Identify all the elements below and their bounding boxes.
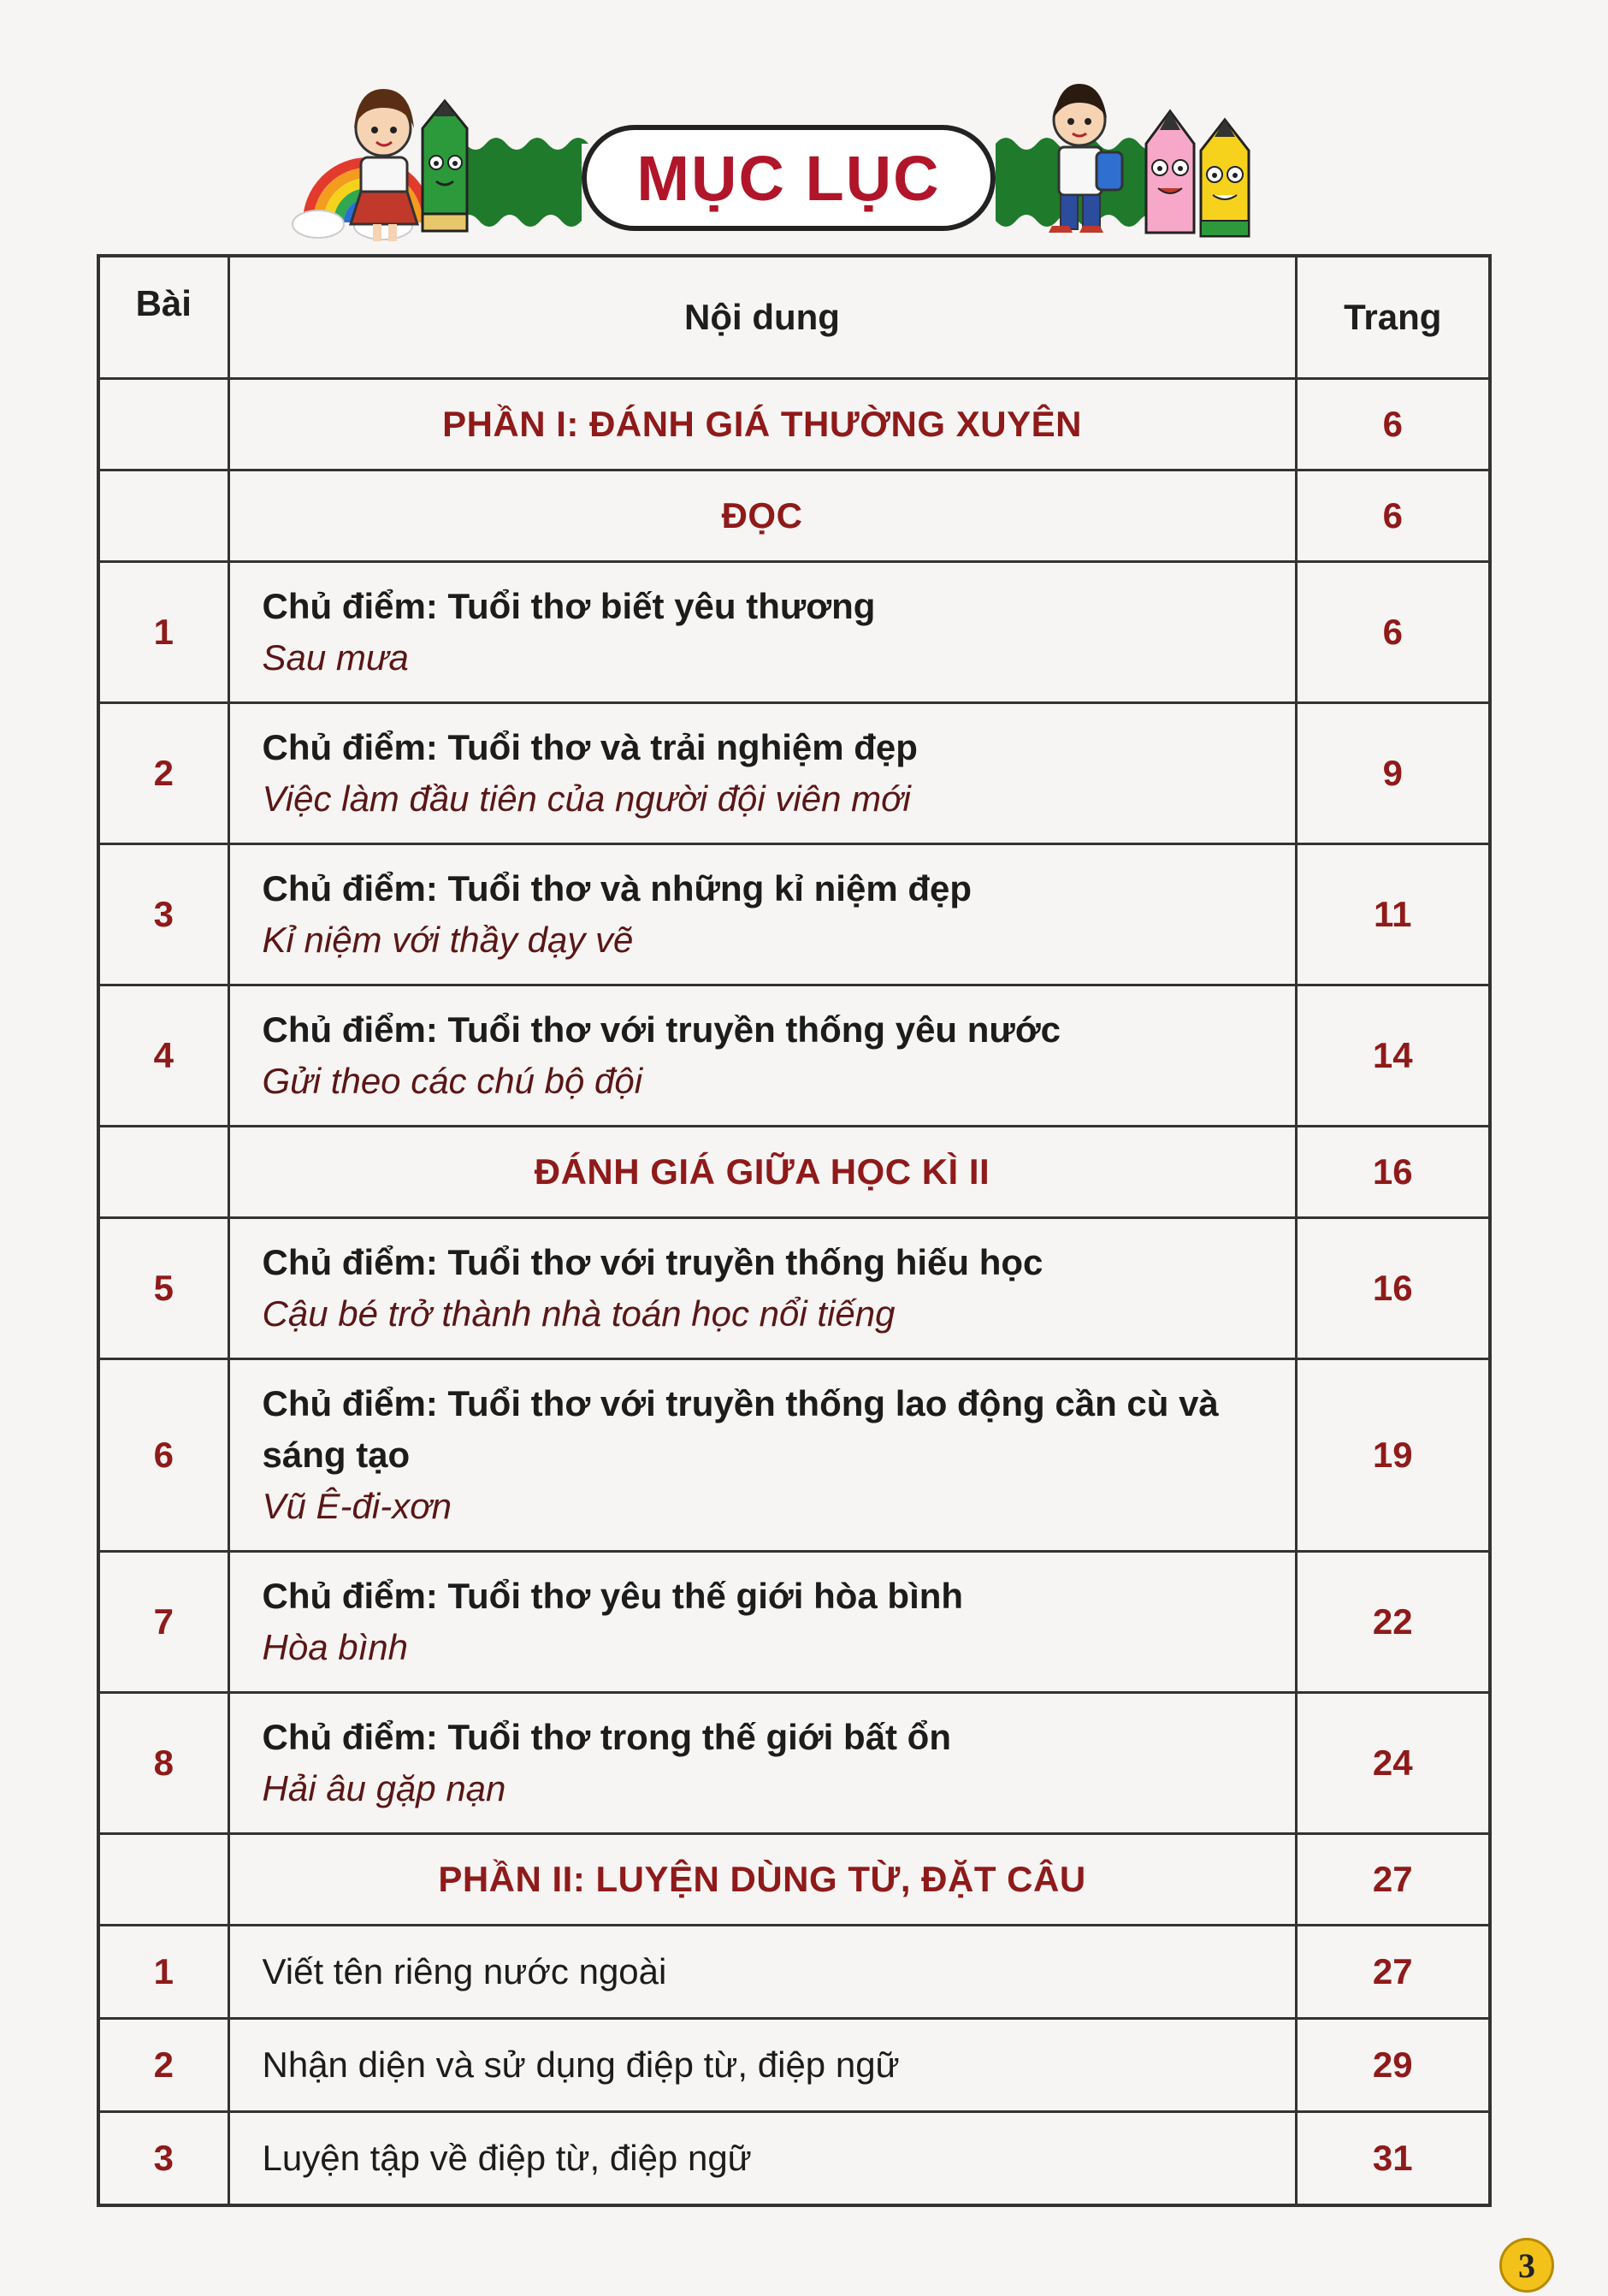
content-cell <box>228 985 1296 1127</box>
bai-cell <box>98 1834 228 1926</box>
section-row <box>98 470 1490 562</box>
bai-number: 5 <box>98 1218 228 1359</box>
table-row <box>98 1552 1490 1693</box>
topic-title: Chủ điểm: Tuổi thơ với truyền thống hiếu học <box>262 1242 1043 1282</box>
bai-number: 8 <box>98 1693 228 1834</box>
table-row <box>98 2019 1490 2112</box>
table-row <box>98 2112 1490 2206</box>
topic-title: Chủ điểm: Tuổi thơ với truyền thống lao động cần cù và sáng tạo <box>262 1383 1219 1475</box>
column-header-page: Trang <box>1296 256 1490 379</box>
topic-title: Chủ điểm: Tuổi thơ và trải nghiệm đẹp <box>262 727 918 767</box>
content-cell <box>228 703 1296 844</box>
page-title: MỤC LỤC <box>636 142 941 214</box>
bai-cell <box>98 470 228 562</box>
story-title: Gửi theo các chú bộ đội <box>262 1061 643 1101</box>
table-row <box>98 703 1490 844</box>
header-banner <box>0 0 1608 257</box>
section-row <box>98 1834 1490 1926</box>
page-number: 31 <box>1296 2112 1490 2206</box>
section-title: PHẦN I: ĐÁNH GIÁ THƯỜNG XUYÊN <box>228 379 1296 470</box>
story-title: Hải âu gặp nạn <box>262 1768 506 1808</box>
lesson-title: Nhận diện và sử dụng điệp từ, điệp ngữ <box>228 2019 1296 2112</box>
section-row <box>98 379 1490 470</box>
page-number: 27 <box>1296 1834 1490 1926</box>
table-row <box>98 1359 1490 1552</box>
table-row <box>98 1926 1490 2019</box>
page-number: 29 <box>1296 2019 1490 2112</box>
bai-number: 3 <box>98 844 228 985</box>
story-title: Việc làm đầu tiên của người đội viên mới <box>262 778 911 819</box>
page-number: 27 <box>1296 1926 1490 2019</box>
section-title: ĐỌC <box>228 470 1296 562</box>
topic-title: Chủ điểm: Tuổi thơ trong thế giới bất ổn <box>262 1717 951 1757</box>
page-number: 6 <box>1296 379 1490 470</box>
bai-number: 1 <box>98 1926 228 2019</box>
section-row <box>98 1127 1490 1218</box>
content-cell <box>228 562 1296 703</box>
story-title: Kỉ niệm với thầy dạy vẽ <box>262 920 634 960</box>
topic-title: Chủ điểm: Tuổi thơ với truyền thống yêu nước <box>262 1009 1061 1050</box>
toc-table <box>97 254 1492 2207</box>
page-number: 9 <box>1296 703 1490 844</box>
page-number: 24 <box>1296 1693 1490 1834</box>
content-cell <box>228 1218 1296 1359</box>
table-row <box>98 1218 1490 1359</box>
section-title: ĐÁNH GIÁ GIỮA HỌC KÌ II <box>228 1127 1296 1218</box>
girl-rainbow-pencil-illustration <box>293 89 467 241</box>
bai-number: 2 <box>98 703 228 844</box>
bai-cell <box>98 379 228 470</box>
lesson-title: Luyện tập về điệp từ, điệp ngữ <box>228 2112 1296 2206</box>
bai-number: 4 <box>98 985 228 1127</box>
topic-title: Chủ điểm: Tuổi thơ và những kỉ niệm đẹp <box>262 868 972 908</box>
bai-number: 2 <box>98 2019 228 2112</box>
table-row <box>98 562 1490 703</box>
page-number: 16 <box>1296 1218 1490 1359</box>
page-number: 14 <box>1296 985 1490 1127</box>
content-cell <box>228 1693 1296 1834</box>
page-number: 19 <box>1296 1359 1490 1552</box>
content-cell <box>228 844 1296 985</box>
topic-title: Chủ điểm: Tuổi thơ biết yêu thương <box>262 586 876 626</box>
table-of-contents <box>97 254 1488 2207</box>
bai-number: 1 <box>98 562 228 703</box>
story-title: Vũ Ê-đi-xơn <box>262 1486 452 1526</box>
table-row <box>98 985 1490 1127</box>
table-row <box>98 1693 1490 1834</box>
column-header-content: Nội dung <box>228 256 1296 379</box>
story-title: Cậu bé trở thành nhà toán học nổi tiếng <box>262 1293 896 1334</box>
table-row <box>98 844 1490 985</box>
page-number: 16 <box>1296 1127 1490 1218</box>
bai-cell <box>98 1127 228 1218</box>
title-pill <box>582 125 996 231</box>
page-number: 22 <box>1296 1552 1490 1693</box>
lesson-title: Viết tên riêng nước ngoài <box>228 1926 1296 2019</box>
content-cell <box>228 1552 1296 1693</box>
column-header-bai: Bài <box>98 256 228 379</box>
section-title: PHẦN II: LUYỆN DÙNG TỪ, ĐẶT CÂU <box>228 1834 1296 1926</box>
bai-number: 3 <box>98 2112 228 2206</box>
topic-title: Chủ điểm: Tuổi thơ yêu thế giới hòa bình <box>262 1576 964 1616</box>
content-cell <box>228 1359 1296 1552</box>
page-number: 11 <box>1296 844 1490 985</box>
story-title: Sau mưa <box>262 637 409 678</box>
page-number: 6 <box>1296 562 1490 703</box>
bai-number: 6 <box>98 1359 228 1552</box>
bai-number: 7 <box>98 1552 228 1693</box>
page-number: 6 <box>1296 470 1490 562</box>
table-header-row <box>98 256 1490 379</box>
page-number-badge: 3 <box>1499 2238 1554 2293</box>
story-title: Hòa bình <box>262 1627 408 1667</box>
